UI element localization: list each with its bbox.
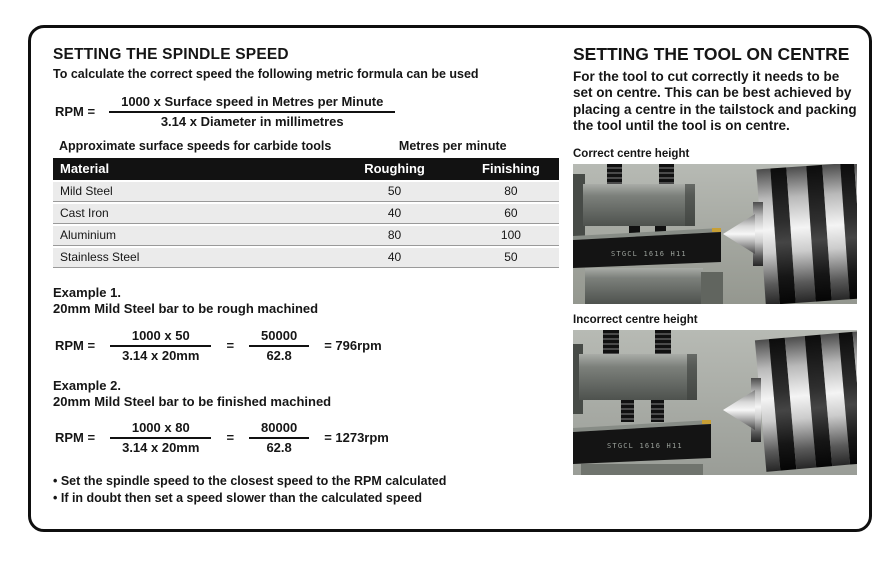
correct-centre-photo bbox=[573, 164, 857, 304]
example-1-formula bbox=[55, 328, 559, 363]
header-finishing: Finishing bbox=[463, 158, 559, 180]
spindle-speed-title: SETTING THE SPINDLE SPEED bbox=[53, 46, 289, 63]
cell-material: Stainless Steel bbox=[53, 248, 326, 268]
equals-sign: = bbox=[226, 337, 235, 353]
fraction-numerator: 50000 bbox=[261, 327, 298, 343]
page-content bbox=[31, 28, 869, 507]
tool-post-base bbox=[581, 464, 703, 475]
rpm-formula-numerator: 1000 x Surface speed in Metres per Minute bbox=[121, 94, 384, 109]
example-1-heading: Example 1. bbox=[53, 285, 121, 300]
bolt-thread bbox=[603, 330, 619, 358]
example-2-formula bbox=[55, 420, 559, 455]
example-1-fraction-1 bbox=[110, 328, 211, 363]
fraction-bar bbox=[109, 111, 395, 113]
tool-stamp-text: STGCL 1616 H11 bbox=[611, 249, 687, 258]
cell-material: Aluminium bbox=[53, 226, 326, 246]
example-2-description: 20mm Mild Steel bar to be finished machined bbox=[53, 393, 332, 409]
tailstock-centre bbox=[756, 164, 857, 304]
example-2 bbox=[53, 378, 559, 456]
tips-list bbox=[53, 473, 559, 507]
example-1 bbox=[53, 285, 559, 363]
bolt-thread bbox=[655, 330, 671, 358]
example-1-lhs: RPM = bbox=[55, 337, 96, 353]
example-2-fraction-1 bbox=[110, 420, 211, 455]
bolt-stud bbox=[651, 400, 664, 422]
tip-item: • Set the spindle speed to the closest speed to the RPM calculated bbox=[53, 474, 447, 488]
rpm-formula-lhs: RPM = bbox=[55, 104, 96, 119]
speed-table-caption-right: Metres per minute bbox=[398, 139, 507, 153]
fraction-numerator: 1000 x 80 bbox=[131, 420, 190, 435]
fraction-denominator: 62.8 bbox=[266, 440, 292, 455]
table-row bbox=[53, 248, 559, 268]
table-header-row bbox=[53, 158, 559, 180]
cell-roughing: 40 bbox=[326, 248, 463, 268]
example-2-heading: Example 2. bbox=[53, 377, 121, 393]
bolt-stud bbox=[621, 400, 634, 422]
tool-stamp-text: STGCL 1616 H11 bbox=[607, 441, 683, 450]
example-1-result: = 796rpm bbox=[324, 337, 382, 353]
fraction-bar bbox=[110, 345, 211, 347]
table-row bbox=[53, 226, 559, 246]
tailstock-centre bbox=[755, 330, 857, 471]
fraction-numerator: 80000 bbox=[261, 420, 298, 435]
fraction-denominator: 62.8 bbox=[266, 347, 292, 363]
cell-finishing: 50 bbox=[463, 248, 559, 268]
header-roughing: Roughing bbox=[326, 158, 463, 180]
cell-roughing: 80 bbox=[326, 226, 463, 246]
cell-roughing: 50 bbox=[326, 182, 463, 202]
correct-centre-label: Correct centre height bbox=[573, 147, 690, 160]
cell-material: Cast Iron bbox=[53, 204, 326, 224]
header-material: Material bbox=[53, 158, 326, 180]
spindle-speed-section bbox=[53, 42, 559, 507]
carbide-insert bbox=[712, 228, 721, 232]
example-2-lhs: RPM = bbox=[55, 430, 96, 445]
cell-finishing: 100 bbox=[463, 226, 559, 246]
example-1-description: 20mm Mild Steel bar to be rough machined bbox=[53, 301, 319, 317]
cell-material: Mild Steel bbox=[53, 182, 326, 202]
table-row bbox=[53, 182, 559, 202]
surface-speed-table bbox=[53, 156, 559, 270]
tip-item: • If in doubt then set a speed slower than the calculated speed bbox=[53, 490, 423, 505]
incorrect-centre-label: Incorrect centre height bbox=[573, 313, 698, 326]
tool-on-centre-title: SETTING THE TOOL ON CENTRE bbox=[573, 44, 850, 64]
table-row bbox=[53, 204, 559, 224]
rpm-formula-denominator: 3.14 x Diameter in millimetres bbox=[160, 114, 344, 129]
incorrect-centre-photo bbox=[573, 330, 857, 475]
cell-finishing: 80 bbox=[463, 182, 559, 202]
cell-finishing: 60 bbox=[463, 204, 559, 224]
cell-roughing: 40 bbox=[326, 204, 463, 224]
rpm-formula bbox=[55, 94, 559, 129]
speed-table-caption-left: Approximate surface speeds for carbide tools bbox=[59, 139, 332, 153]
fraction-numerator: 1000 x 50 bbox=[131, 327, 190, 343]
fraction-denominator: 3.14 x 20mm bbox=[122, 347, 200, 363]
example-1-fraction-2 bbox=[249, 328, 309, 363]
tool-on-centre-paragraph: For the tool to cut correctly it needs to be set on centre. This can be best achieved by placing a centre in the tailstock and packing the tool until the tool is on centre. bbox=[573, 69, 857, 134]
example-2-result: = 1273rpm bbox=[324, 430, 389, 445]
example-2-fraction-2 bbox=[249, 420, 309, 455]
spindle-speed-subtitle: To calculate the correct speed the following metric formula can be used bbox=[53, 67, 479, 81]
equals-sign: = bbox=[226, 430, 235, 445]
tool-post-base bbox=[585, 268, 723, 304]
carbide-insert bbox=[702, 420, 711, 424]
rpm-formula-fraction bbox=[109, 94, 395, 129]
fraction-bar bbox=[249, 345, 309, 347]
document-page bbox=[28, 25, 872, 532]
fraction-denominator: 3.14 x 20mm bbox=[122, 440, 200, 455]
fraction-bar bbox=[110, 437, 211, 439]
speed-table-caption bbox=[53, 139, 559, 153]
fraction-bar bbox=[249, 437, 309, 439]
tool-on-centre-section bbox=[573, 42, 857, 507]
